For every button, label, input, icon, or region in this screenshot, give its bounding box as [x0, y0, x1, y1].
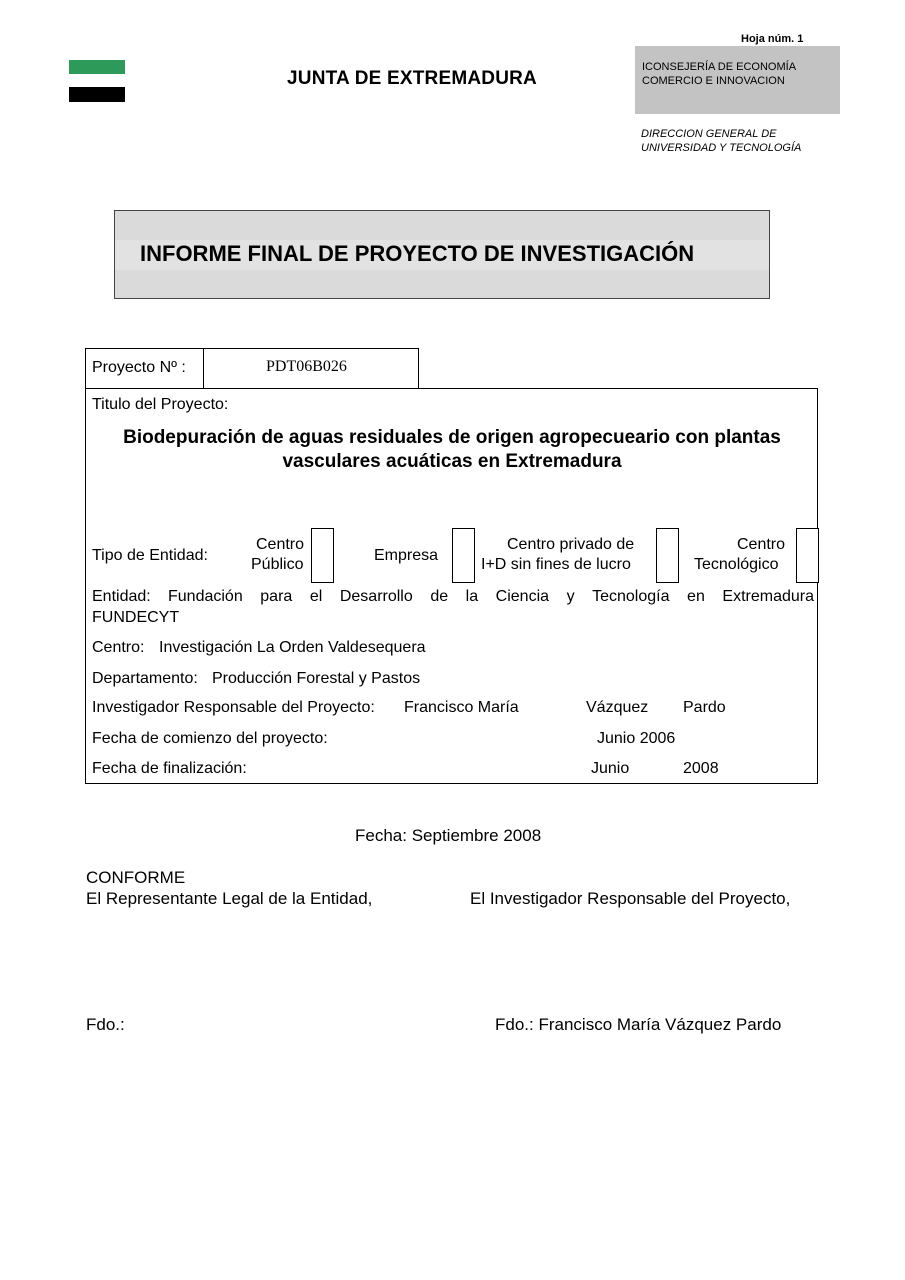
entity-word: para [260, 588, 293, 605]
report-date: Fecha: Septiembre 2008 [355, 826, 542, 845]
entity-word: Desarrollo [339, 588, 413, 605]
centro-tecnologico-checkbox[interactable] [796, 528, 819, 583]
centro-value: Investigación La Orden Valdesequera [159, 639, 426, 656]
entity-value-line-1 [168, 588, 814, 606]
investigador-surname-2: Pardo [683, 699, 726, 716]
empresa-label: Empresa [374, 547, 439, 564]
responsible-researcher-label: El Investigador Responsable del Proyecto, [470, 889, 791, 908]
investigador-name: Francisco María [404, 699, 519, 716]
entity-word: Extremadura [722, 588, 814, 605]
entity-word: y [566, 588, 575, 605]
centro-privado-checkbox[interactable] [656, 528, 679, 583]
entity-word: Ciencia [495, 588, 550, 605]
consejeria-line-2: COMERCIO E INNOVACION [642, 75, 785, 87]
investigador-label: Investigador Responsable del Proyecto: [92, 699, 375, 716]
direccion-line-1: DIRECCION GENERAL DE [641, 128, 777, 140]
page-number: Hoja núm. 1 [741, 33, 804, 45]
entity-word: Fundación [168, 588, 243, 605]
entity-word: Tecnología [592, 588, 670, 605]
centro-publico-checkbox[interactable] [311, 528, 334, 583]
entity-value-line-2: FUNDECYT [92, 609, 180, 626]
start-date-value: Junio 2006 [597, 730, 676, 747]
project-number-label: Proyecto Nº : [92, 359, 186, 376]
centro-publico-label-2: Público [251, 556, 304, 573]
departamento-value: Producción Forestal y Pastos [212, 670, 421, 687]
end-date-year: 2008 [683, 760, 719, 777]
entity-type-label: Tipo de Entidad: [92, 547, 208, 564]
project-title-line-1: Biodepuración de aguas residuales de origen agropecueario con plantas [123, 427, 781, 448]
project-title-label: Titulo del Proyecto: [92, 396, 229, 413]
consejeria-line-1: ICONSEJERÍA DE ECONOMÍA [642, 61, 797, 73]
flag-green-stripe [69, 60, 125, 74]
start-date-label: Fecha de comienzo del proyecto: [92, 730, 328, 747]
consejeria-box [635, 46, 840, 114]
entity-label: Entidad: [92, 588, 151, 605]
org-name: JUNTA DE EXTREMADURA [287, 68, 537, 89]
report-title: INFORME FINAL DE PROYECTO DE INVESTIGACIÓN [140, 241, 695, 266]
direccion-line-2: UNIVERSIDAD Y TECNOLOGÍA [641, 142, 802, 154]
empresa-checkbox[interactable] [452, 528, 475, 583]
centro-label: Centro: [92, 639, 145, 656]
end-date-month: Junio [591, 760, 630, 777]
centro-tecnologico-label-2: Tecnológico [694, 556, 779, 573]
signature-right: Fdo.: Francisco María Vázquez Pardo [495, 1015, 782, 1034]
departamento-label: Departamento: [92, 670, 198, 687]
centro-tecnologico-label-1: Centro [737, 536, 786, 553]
entity-word: de [430, 588, 449, 605]
entity-word: la [465, 588, 479, 605]
centro-privado-label-2: I+D sin fines de lucro [481, 556, 631, 573]
signature-left: Fdo.: [86, 1015, 125, 1034]
project-number-value: PDT06B026 [266, 358, 347, 375]
flag-black-stripe [69, 87, 125, 102]
project-title-line-2: vasculares acuáticas en Extremadura [282, 451, 622, 472]
centro-publico-label-1: Centro [256, 536, 305, 553]
legal-representative-label: El Representante Legal de la Entidad, [86, 889, 373, 908]
entity-word: el [309, 588, 323, 605]
investigador-surname-1: Vázquez [586, 699, 649, 716]
end-date-label: Fecha de finalización: [92, 760, 247, 777]
centro-privado-label-1: Centro privado de [507, 536, 635, 553]
conforme-label: CONFORME [86, 868, 186, 887]
entity-word: en [687, 588, 705, 605]
